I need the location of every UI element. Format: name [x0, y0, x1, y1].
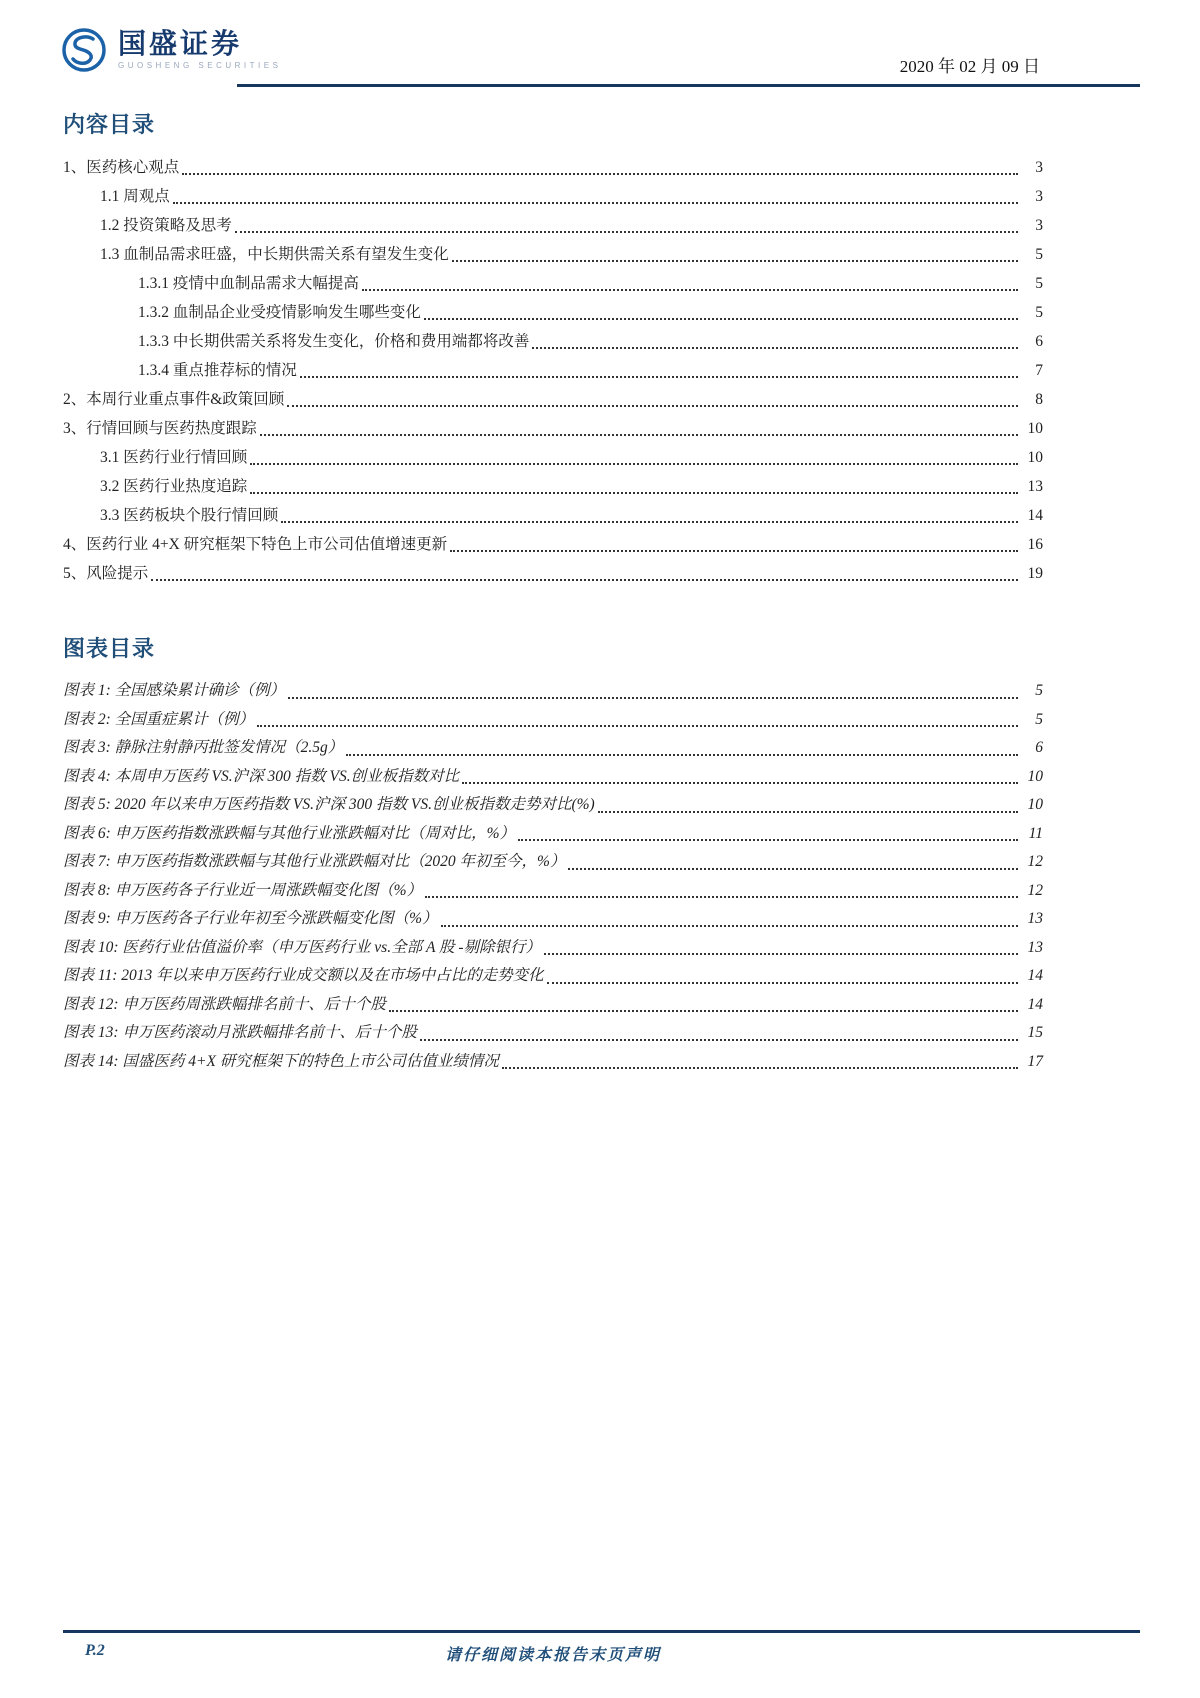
figure-toc-item[interactable] [63, 820, 1043, 849]
figure-toc-item-page: 14 [1027, 995, 1043, 1013]
figure-toc-item[interactable] [63, 877, 1043, 906]
dot-leader [420, 1039, 1018, 1041]
toc-title: 内容目录 [63, 112, 156, 137]
toc-item-label: 2、本周行业重点事件&政策回顾 [63, 391, 285, 408]
dot-leader [300, 376, 1018, 378]
toc-list [63, 153, 1043, 588]
brand-subtitle: GUOSHENG SECURITIES [118, 61, 282, 70]
figure-toc-item[interactable] [63, 1019, 1043, 1048]
toc-item-label: 1.3 血制品需求旺盛，中长期供需关系有望发生变化 [100, 246, 449, 263]
dot-leader [441, 925, 1018, 927]
figure-toc-section [63, 632, 1043, 1076]
toc-item-page: 16 [1027, 536, 1043, 553]
toc-item-page: 10 [1027, 420, 1043, 437]
figure-toc-item-label: 图表 4: 本周申万医药 VS.沪深 300 指数 VS.创业板指数对比 [63, 767, 460, 785]
toc-item[interactable] [63, 269, 1043, 298]
toc-item-label: 3.3 医药板块个股行情回顾 [100, 507, 279, 524]
footer-disclaimer: 请仔细阅读本报告末页声明 [444, 1647, 661, 1664]
brand-text [118, 30, 281, 70]
figure-toc-item-label: 图表 12: 申万医药周涨跌幅排名前十、后十个股 [63, 995, 386, 1013]
figure-toc-item-label: 图表 9: 申万医药各子行业年初至今涨跌幅变化图（%） [63, 910, 438, 927]
dot-leader [547, 982, 1018, 984]
toc-item-page: 14 [1027, 507, 1043, 524]
dot-leader [425, 896, 1018, 898]
dot-leader [257, 725, 1018, 727]
figure-toc-item[interactable] [63, 962, 1043, 991]
footer-rule [63, 1630, 1140, 1633]
dot-leader [568, 868, 1018, 870]
toc-item-page: 5 [1035, 246, 1043, 263]
dot-leader [452, 260, 1018, 262]
figure-toc-item-page: 5 [1035, 682, 1043, 699]
figure-toc-item-label: 图表 10: 医药行业估值溢价率（申万医药行业 vs.全部 A 股 -剔除银行） [63, 938, 542, 956]
brand-block [60, 26, 281, 74]
toc-item[interactable] [63, 385, 1043, 414]
toc-item-label: 1.3.2 血制品企业受疫情影响发生哪些变化 [138, 304, 421, 321]
toc-item-label: 1.2 投资策略及思考 [100, 217, 232, 234]
toc-item[interactable] [63, 240, 1043, 269]
figure-toc-item-page: 15 [1027, 1024, 1043, 1041]
figure-toc-item-page: 5 [1035, 710, 1043, 728]
dot-leader [502, 1067, 1018, 1069]
dot-leader [281, 521, 1018, 523]
figure-toc-item[interactable] [63, 1048, 1043, 1077]
toc-item-page: 10 [1027, 449, 1043, 466]
toc-item-label: 1.3.4 重点推荐标的情况 [138, 362, 297, 379]
toc-item[interactable] [63, 182, 1043, 211]
figure-toc-item-label: 图表 1: 全国感染累计确诊（例） [63, 682, 286, 699]
toc-item-label: 3.1 医药行业行情回顾 [100, 449, 248, 466]
toc-item[interactable] [63, 472, 1043, 501]
figure-toc-item-page: 11 [1028, 824, 1043, 842]
figure-toc-item[interactable] [63, 934, 1043, 963]
figure-toc-item-page: 12 [1027, 881, 1043, 899]
toc-item-label: 1.1 周观点 [100, 188, 170, 205]
figure-toc-item-label: 图表 6: 申万医药指数涨跌幅与其他行业涨跌幅对比（周对比，%） [63, 824, 516, 842]
figure-toc-item[interactable] [63, 991, 1043, 1020]
figure-toc-item-page: 12 [1027, 853, 1043, 870]
toc-item-page: 3 [1035, 159, 1043, 176]
dot-leader [450, 550, 1018, 552]
dot-leader [362, 289, 1018, 291]
toc-item[interactable] [63, 327, 1043, 356]
figure-toc-item-page: 6 [1035, 739, 1043, 756]
figure-toc-item[interactable] [63, 677, 1043, 706]
figure-toc-item-label: 图表 7: 申万医药指数涨跌幅与其他行业涨跌幅对比（2020 年初至今，%） [63, 853, 566, 870]
dot-leader [173, 202, 1018, 204]
dot-leader [260, 434, 1018, 436]
toc-item-page: 5 [1035, 304, 1043, 321]
toc-section [63, 108, 1043, 588]
toc-item-page: 19 [1027, 565, 1043, 582]
figure-toc-item-label: 图表 5: 2020 年以来申万医药指数 VS.沪深 300 指数 VS.创业板指数走势对比(%) [63, 796, 595, 813]
toc-item[interactable] [63, 414, 1043, 443]
dot-leader [250, 492, 1018, 494]
guosheng-logo-icon [60, 26, 108, 74]
figure-toc-item[interactable] [63, 706, 1043, 735]
figure-toc-item[interactable] [63, 791, 1043, 820]
toc-item-page: 13 [1027, 478, 1043, 495]
dot-leader [424, 318, 1018, 320]
toc-item[interactable] [63, 356, 1043, 385]
report-date: 2020 年 02 月 09 日 [899, 57, 1040, 76]
toc-item-page: 3 [1035, 188, 1043, 205]
figure-toc-item[interactable] [63, 905, 1043, 934]
toc-item-label: 1、医药核心观点 [63, 159, 180, 176]
figure-toc-item-label: 图表 8: 申万医药各子行业近一周涨跌幅变化图（%） [63, 881, 423, 899]
figure-toc-item-label: 图表 13: 申万医药滚动月涨跌幅排名前十、后十个股 [63, 1024, 417, 1041]
toc-item-page: 3 [1035, 217, 1043, 234]
dot-leader [462, 782, 1018, 784]
figure-toc-item[interactable] [63, 848, 1043, 877]
figure-toc-item-label: 图表 14: 国盛医药 4+X 研究框架下的特色上市公司估值业绩情况 [63, 1052, 499, 1070]
toc-item-label: 1.3.1 疫情中血制品需求大幅提高 [138, 275, 359, 292]
dot-leader [250, 463, 1018, 465]
toc-item-label: 4、医药行业 4+X 研究框架下特色上市公司估值增速更新 [63, 536, 448, 553]
dot-leader [598, 811, 1018, 813]
toc-item[interactable] [63, 530, 1043, 559]
figure-toc-item[interactable] [63, 734, 1043, 763]
figure-toc-item-page: 10 [1027, 767, 1043, 785]
figure-toc-item-page: 13 [1027, 938, 1043, 956]
toc-item-page: 7 [1035, 362, 1043, 379]
dot-leader [287, 405, 1018, 407]
figure-toc-item-label: 图表 3: 静脉注射静丙批签发情况（2.5g） [63, 739, 344, 756]
dot-leader [346, 754, 1018, 756]
figure-toc-item-label: 图表 2: 全国重症累计（例） [63, 710, 255, 728]
toc-item-label: 3、行情回顾与医药热度跟踪 [63, 420, 257, 437]
figure-toc-item-page: 17 [1027, 1052, 1043, 1070]
dot-leader [544, 953, 1018, 955]
toc-item[interactable] [63, 298, 1043, 327]
toc-item-label: 1.3.3 中长期供需关系将发生变化，价格和费用端都将改善 [138, 333, 530, 350]
dot-leader [182, 173, 1018, 175]
toc-item-page: 8 [1035, 391, 1043, 408]
dot-leader [151, 579, 1018, 581]
toc-item-label: 5、风险提示 [63, 565, 149, 582]
dot-leader [288, 697, 1018, 699]
dot-leader [532, 347, 1018, 349]
figure-toc-item-page: 13 [1027, 910, 1043, 927]
toc-item[interactable] [63, 501, 1043, 530]
dot-leader [235, 231, 1018, 233]
figure-toc-list [63, 677, 1043, 1076]
toc-item[interactable] [63, 443, 1043, 472]
content-area [63, 108, 1043, 1076]
dot-leader [389, 1010, 1018, 1012]
figure-toc-item-label: 图表 11: 2013 年以来申万医药行业成交额以及在市场中占比的走势变化 [63, 967, 544, 984]
figure-toc-item-page: 14 [1027, 967, 1043, 984]
toc-item[interactable] [63, 153, 1043, 182]
toc-item-page: 5 [1035, 275, 1043, 292]
toc-item[interactable] [63, 211, 1043, 240]
toc-item-label: 3.2 医药行业热度追踪 [100, 478, 248, 495]
brand-name: 国盛证券 [118, 28, 243, 59]
figure-toc-item[interactable] [63, 763, 1043, 792]
footer-page-number: P.2 [85, 1642, 105, 1659]
figure-toc-item-page: 10 [1027, 796, 1043, 813]
dot-leader [518, 839, 1018, 841]
figure-toc-title: 图表目录 [63, 636, 156, 661]
header-rule [237, 84, 1140, 87]
toc-item-page: 6 [1035, 333, 1043, 350]
toc-item[interactable] [63, 559, 1043, 588]
